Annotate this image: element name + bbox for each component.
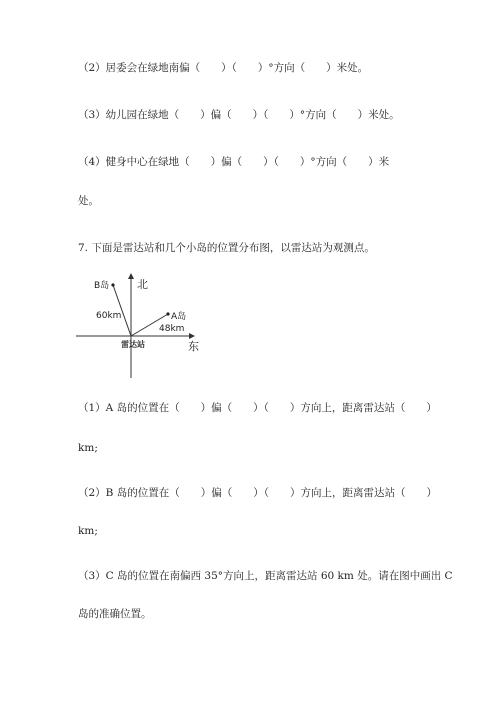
a-island-distance: 48km — [159, 324, 185, 334]
question-7-title: 7. 下面是雷达站和几个小岛的位置分布图，以雷达站为观测点。 — [78, 242, 375, 254]
question-6-3: （3）幼儿园在绿地（ ）偏（ ）（ ）°方向（ ）米处。 — [78, 109, 400, 121]
question-7-3-line1: （3）C 岛的位置在南偏西 35°方向上，距离雷达站 60 km 处。请在图中画出 C — [78, 570, 453, 582]
north-label: 北 — [137, 278, 148, 291]
question-7-1-line1: （1）A 岛的位置在（ ）偏（ ）（ ）方向上，距离雷达站（ ） — [78, 402, 437, 414]
b-island-label: B岛 — [94, 281, 110, 291]
question-7-2-line1: （2）B 岛的位置在（ ）偏（ ）（ ）方向上，距离雷达站（ ） — [78, 487, 437, 499]
question-7-3-line2: 岛的准确位置。 — [78, 608, 152, 620]
a-island-label: A岛 — [171, 312, 187, 322]
origin-label: 雷达站 — [121, 340, 145, 349]
question-6-4-line2: 处。 — [78, 195, 99, 207]
b-island-distance: 60km — [96, 311, 122, 321]
question-6-2: （2）居委会在绿地南偏（ ）（ ）°方向（ ）米处。 — [78, 62, 369, 74]
question-6-4-line1: （4）健身中心在绿地（ ）偏（ ）（ ）°方向（ ）米 — [78, 156, 390, 168]
b-island-point — [111, 283, 114, 286]
question-7-2-line2: km; — [78, 525, 98, 537]
a-island-point — [166, 312, 169, 315]
radar-station-diagram — [72, 268, 212, 380]
east-label: 东 — [188, 340, 199, 353]
question-7-1-line2: km; — [78, 442, 98, 454]
